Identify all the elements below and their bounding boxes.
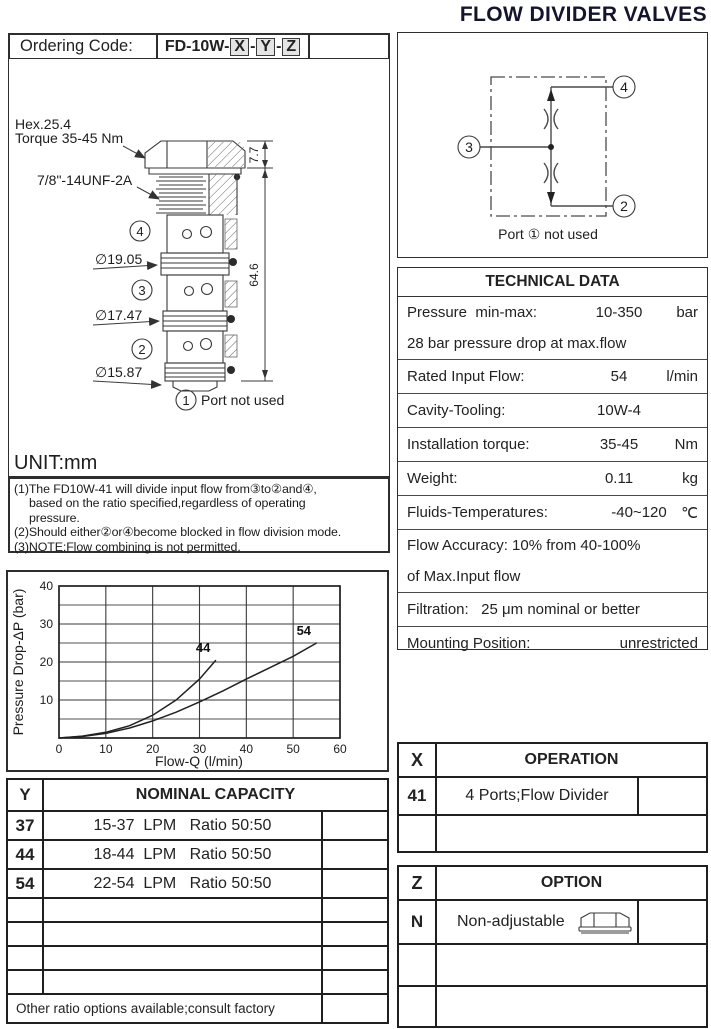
- unit-label: UNIT:mm: [14, 452, 98, 474]
- tech-unit: l/min: [666, 368, 698, 385]
- operation-title: OPERATION: [524, 751, 619, 768]
- capacity-end-cell: [321, 995, 387, 1022]
- tech-label: Weight:: [407, 470, 458, 487]
- schematic-port2: 2: [620, 198, 628, 214]
- option-row-n: [399, 899, 706, 943]
- tech-value: 10W-4: [597, 402, 641, 419]
- operation-col1-header: X: [399, 744, 437, 776]
- ordering-code-y: Y: [256, 38, 275, 56]
- tech-row-mounting: [398, 626, 707, 660]
- port2-number: 2: [138, 342, 146, 357]
- tech-label: Pressure min-max:: [407, 304, 538, 321]
- blank-row: [399, 985, 706, 1026]
- schematic-caption: Port ① not used: [498, 226, 598, 242]
- y-tick-label: 10: [39, 693, 53, 707]
- tech-value: 35-45: [599, 436, 639, 453]
- hydraulic-schematic-box: [397, 32, 708, 258]
- note-line-4: (2)Should either②or④become blocked in flow division mode.: [14, 525, 342, 540]
- capacity-col1-header: Y: [8, 780, 44, 810]
- option-desc-cell: [437, 901, 637, 943]
- dim-hex-height: 7.7: [247, 146, 261, 164]
- tech-row-torque: [398, 427, 707, 461]
- dia-port2-label: ∅15.87: [95, 364, 143, 380]
- tech-row-pressure-extra: [398, 328, 707, 359]
- x-tick-label: 50: [286, 742, 300, 756]
- blank-row: [8, 945, 387, 969]
- operation-code: 41: [399, 778, 437, 814]
- operation-end-cell: [637, 778, 706, 814]
- option-end-cell: [637, 901, 706, 943]
- ordering-code-z: Z: [282, 38, 300, 56]
- tech-label: Rated Input Flow:: [407, 368, 525, 385]
- valve-body: [161, 215, 237, 391]
- x-tick-label: 20: [145, 742, 160, 756]
- capacity-code: 44: [8, 841, 44, 868]
- tech-value: 54: [610, 368, 628, 385]
- tech-row-accuracy-extra: [398, 561, 707, 592]
- x-tick-label: 10: [99, 742, 113, 756]
- x-tick-label: 0: [55, 742, 63, 756]
- notes-box: [8, 477, 390, 553]
- blank-row: [399, 814, 706, 851]
- tech-label: Mounting Position:: [407, 635, 531, 652]
- ordering-code-value: [158, 35, 310, 58]
- option-header-row: [399, 867, 706, 899]
- note-line-1: (1)The FD10W-41 will divide input flow from③to②and④,: [14, 482, 317, 496]
- ordering-code-sep2: -: [276, 37, 282, 55]
- tech-label: Cavity-Tooling:: [407, 402, 506, 419]
- capacity-desc: 18-44 LPM Ratio 50:50: [93, 845, 272, 863]
- valve-threads: [156, 174, 237, 215]
- option-title: OPTION: [540, 874, 603, 891]
- operation-row-41: [399, 776, 706, 814]
- capacity-code: 37: [8, 812, 44, 839]
- technical-data-box: [397, 267, 708, 650]
- x-axis-title: Flow-Q (l/min): [155, 753, 243, 769]
- port1-note: Port not used: [201, 392, 285, 408]
- note-line-2: based on the ratio specified,regardless of operating: [29, 496, 306, 511]
- pressure-drop-chart: [8, 572, 387, 770]
- y-tick-label: 30: [39, 617, 53, 631]
- tech-extra: of Max.Input flow: [407, 568, 521, 585]
- series-label-54: 54: [296, 623, 312, 638]
- tech-unit: Nm: [674, 436, 698, 453]
- ordering-code-sep1: -: [250, 37, 256, 55]
- valve-drawing-svg: [9, 59, 387, 474]
- capacity-row-54: [8, 868, 387, 897]
- x-tick-label: 60: [333, 742, 347, 756]
- schematic-port3: 3: [465, 139, 473, 155]
- blank-row: [399, 943, 706, 985]
- hex-label-line2: Torque 35-45 Nm: [15, 130, 124, 146]
- y-tick-label: 20: [39, 655, 53, 669]
- x-tick-label: 30: [192, 742, 207, 756]
- thread-label: 7/8"-14UNF-2A: [37, 172, 133, 188]
- schematic-junction-dot: [548, 144, 554, 150]
- capacity-desc: 15-37 LPM Ratio 50:50: [93, 816, 272, 834]
- up-arrow-icon: [547, 89, 555, 101]
- y-axis-title: Pressure Drop-ΔP (bar): [10, 588, 26, 736]
- tech-value: 10-350: [595, 304, 643, 321]
- port3-number: 3: [138, 283, 146, 298]
- operation-desc: 4 Ports;Flow Divider: [465, 787, 609, 804]
- blank-row: [8, 921, 387, 945]
- hydraulic-schematic-svg: [398, 33, 705, 255]
- nominal-capacity-table: [6, 778, 389, 1024]
- tech-row-filtration: [398, 592, 707, 626]
- ordering-code-x: X: [230, 38, 249, 56]
- ordering-code-label: Ordering Code:: [10, 35, 158, 58]
- operation-table: [397, 742, 708, 853]
- tech-unit: kg: [682, 470, 698, 487]
- y-tick-label: 40: [39, 579, 53, 593]
- capacity-end-cell: [321, 812, 387, 839]
- tech-row-accuracy: [398, 529, 707, 561]
- ordering-code-spacer: [310, 35, 388, 58]
- tech-label: Fluids-Temperatures:: [407, 504, 548, 521]
- technical-data-title: TECHNICAL DATA: [398, 268, 707, 297]
- capacity-row-44: [8, 839, 387, 868]
- tech-unit: ℃: [681, 504, 698, 522]
- capacity-desc: 22-54 LPM Ratio 50:50: [93, 874, 272, 892]
- tech-label: Installation torque:: [407, 436, 530, 453]
- note-line-5: (3)NOTE:Flow combining is not permitted.: [14, 539, 241, 554]
- down-arrow-icon: [547, 192, 555, 204]
- tech-value: unrestricted: [619, 635, 698, 652]
- blank-row: [8, 969, 387, 993]
- port1-number: 1: [182, 393, 190, 408]
- note-line-3: pressure.: [29, 510, 80, 525]
- port4-number: 4: [136, 224, 144, 239]
- option-code: N: [399, 901, 437, 943]
- tech-label: Filtration: 25 μm nominal or better: [407, 601, 640, 618]
- capacity-footer-row: [8, 993, 387, 1022]
- tech-row-cavity: [398, 393, 707, 427]
- tech-label: Flow Accuracy: 10% from 40-100%: [407, 537, 641, 554]
- operation-header-row: [399, 744, 706, 776]
- pressure-drop-chart-box: [6, 570, 389, 772]
- tech-value: -40~120: [611, 504, 667, 521]
- valve-drawing-box: [8, 58, 390, 477]
- hex-nut-icon: [577, 910, 633, 934]
- capacity-footer-note: Other ratio options available;consult factory: [16, 1001, 275, 1016]
- dia-port4-label: ∅19.05: [95, 251, 143, 267]
- capacity-row-37: [8, 810, 387, 839]
- tech-unit: bar: [676, 304, 698, 321]
- ordering-code-prefix: FD-10W-: [164, 37, 230, 55]
- capacity-end-cell: [321, 841, 387, 868]
- page-title: FLOW DIVIDER VALVES: [459, 3, 707, 26]
- x-tick-label: 40: [239, 742, 254, 756]
- tech-row-pressure: [398, 297, 707, 328]
- tech-value: 0.11: [604, 470, 634, 487]
- capacity-title: NOMINAL CAPACITY: [135, 786, 296, 803]
- option-table: [397, 865, 708, 1028]
- dim-total-height: 64.6: [247, 263, 261, 287]
- dia-port3-label: ∅17.47: [95, 307, 143, 323]
- capacity-code: 54: [8, 870, 44, 897]
- dimension-lines: [241, 141, 273, 381]
- tech-row-weight: [398, 461, 707, 495]
- series-label-44: 44: [195, 640, 211, 656]
- capacity-end-cell: [321, 870, 387, 897]
- ordering-code-bar: [8, 33, 390, 60]
- tech-extra: 28 bar pressure drop at max.flow: [407, 335, 627, 352]
- option-desc: Non-adjustable: [457, 913, 565, 930]
- schematic-port4: 4: [620, 79, 628, 95]
- tech-row-rated-flow: [398, 359, 707, 393]
- blank-row: [8, 897, 387, 921]
- capacity-header-row: [8, 780, 387, 810]
- tech-row-fluids: [398, 495, 707, 529]
- option-col1-header: Z: [399, 867, 437, 899]
- hex-label-line1: Hex.25.4: [15, 116, 72, 132]
